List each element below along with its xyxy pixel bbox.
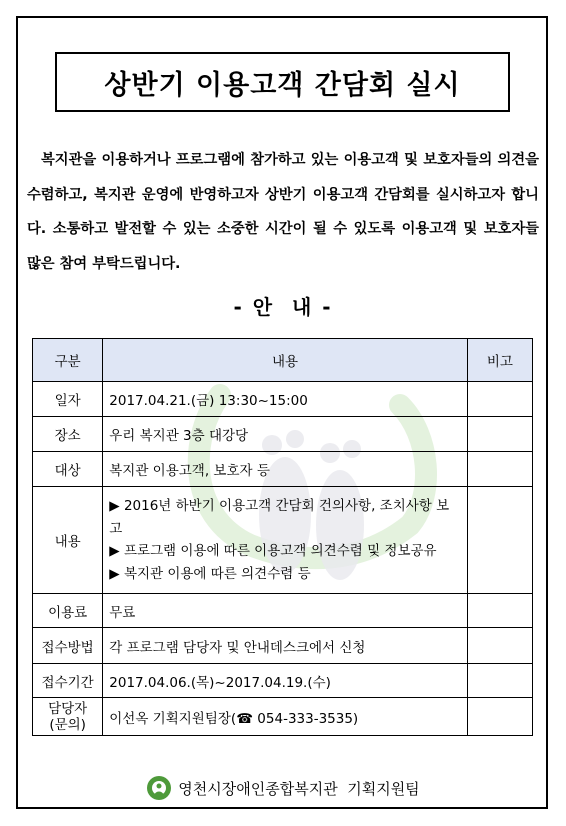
row-label: 접수기간: [33, 664, 103, 698]
row-content: 복지관 이용고객, 보호자 등: [103, 452, 467, 487]
row-content: 2017.04.06.(목)~2017.04.19.(수): [103, 664, 467, 698]
welfare-center-logo-icon: [146, 775, 172, 801]
intro-paragraph: [27, 143, 539, 281]
footer-organization: 영천시장애인종합복지관 기획지원팀: [178, 779, 420, 798]
row-note: [467, 698, 532, 736]
row-note: [467, 664, 532, 698]
row-note: [467, 452, 532, 487]
header-category: 구분: [33, 339, 103, 382]
row-label: 내용: [33, 487, 103, 594]
row-note: [467, 487, 532, 594]
row-label: 장소: [33, 417, 103, 452]
row-label: 대상: [33, 452, 103, 487]
table-row: [33, 628, 533, 664]
row-note: [467, 417, 532, 452]
row-content: 각 프로그램 담당자 및 안내데스크에서 신청: [103, 628, 467, 664]
row-label: 이용료: [33, 594, 103, 628]
header-content: 내용: [103, 339, 467, 382]
intro-text: 복지관을 이용하거나 프로그램에 참가하고 있는 이용고객 및 보호자들의 의견을 수렴하고, 복지관 운영에 반영하고자 상반기 이용고객 간담회를 실시하고자 합니다. 소통하고 발전할 수 있는 소중한 시간이 될 수 있도록 이용고객 및 보호자들 많은 참여 부탁드립니다.: [27, 152, 539, 272]
row-content: [103, 487, 467, 594]
table-row: [33, 382, 533, 417]
table-row: [33, 452, 533, 487]
row-label: 일자: [33, 382, 103, 417]
row-note: [467, 628, 532, 664]
row-label-sub: (문의): [49, 716, 86, 733]
content-bullet: ▶ 복지관 이용에 따른 의견수렴 등: [109, 565, 311, 582]
header-note: 비고: [467, 339, 532, 382]
row-content: 우리 복지관 3층 대강당: [103, 417, 467, 452]
footer: [0, 775, 566, 801]
info-table: [32, 338, 533, 736]
row-label: [33, 698, 103, 736]
title-box: [55, 52, 510, 112]
row-label: 접수방법: [33, 628, 103, 664]
content-bullet: ▶ 2016년 하반기 이용고객 간담회 건의사항, 조치사항 보고: [109, 498, 450, 537]
table-row: [33, 487, 533, 594]
row-content: 무료: [103, 594, 467, 628]
row-content: 이선옥 기획지원팀장(☎ 054-333-3535): [103, 698, 467, 736]
table-row: [33, 417, 533, 452]
table-row: [33, 594, 533, 628]
content-bullet: ▶ 프로그램 이용에 따른 이용고객 의견수렴 및 정보공유: [109, 543, 437, 559]
page-title: 상반기 이용고객 간담회 실시: [104, 69, 461, 101]
row-content: 2017.04.21.(금) 13:30~15:00: [103, 382, 467, 417]
row-label-main: 담당자: [48, 700, 88, 717]
table-row: [33, 698, 533, 736]
row-note: [467, 382, 532, 417]
row-note: [467, 594, 532, 628]
table-row: [33, 664, 533, 698]
guide-heading: - 안 내 -: [233, 295, 333, 319]
table-header-row: [33, 339, 533, 382]
